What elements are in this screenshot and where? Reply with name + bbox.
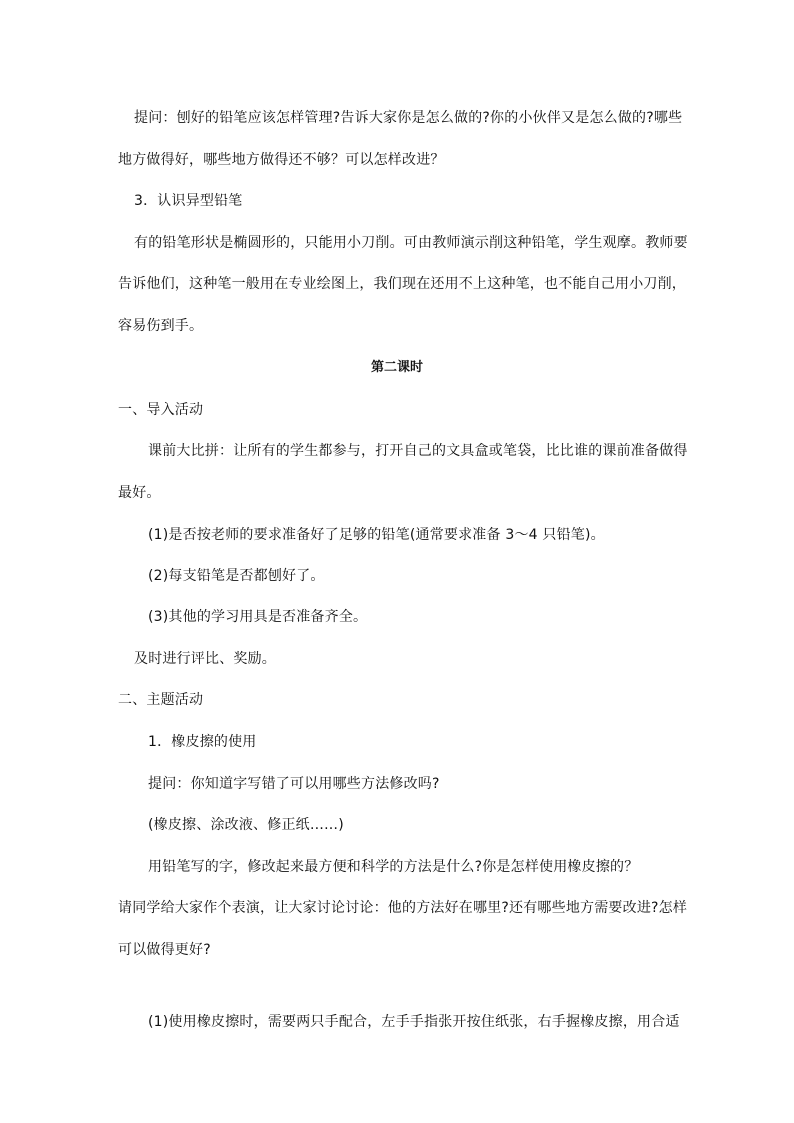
list-item: (1)是否按老师的要求准备好了足够的铅笔(通常要求准备 3～4 只铅笔)。	[148, 527, 605, 543]
paragraph-line: 提问：你知道字写错了可以用哪些方法修改吗?	[148, 776, 440, 792]
paragraph-line: 课前大比拼：让所有的学生都参与，打开自己的文具盒或笔袋，比比谁的课前准备做得	[148, 443, 688, 459]
paragraph-line: 用铅笔写的字，修改起来最方便和科学的方法是什么?你是怎样使用橡皮擦的？	[148, 859, 639, 875]
paragraph-line: 请同学给大家作个表演，让大家讨论讨论：他的方法好在哪里?还有哪些地方需要改进?怎样	[118, 900, 688, 916]
paragraph-line: 地方做得好，哪些地方做得还不够？可以怎样改进？	[118, 152, 445, 168]
paragraph-line: 告诉他们，这种笔一般用在专业绘图上，我们现在还用不上这种笔，也不能自己用小刀削，	[118, 276, 686, 292]
paragraph-line: 有的铅笔形状是椭圆形的，只能用小刀削。可由教师演示削这种铅笔，学生观摩。教师要	[134, 235, 688, 251]
section-heading: 第二课时	[370, 360, 423, 375]
paragraph-line: (1)使用橡皮擦时，需要两只手配合，左手手指张开按住纸张，右手握橡皮擦，用合适	[148, 1014, 680, 1030]
paragraph-line: 提问：刨好的铅笔应该怎样管理?告诉大家你是怎么做的?你的小伙伴又是怎么做的?哪些	[134, 110, 683, 126]
list-item: (3)其他的学习用具是否准备齐全。	[148, 609, 368, 625]
numbered-item: 3．认识异型铅笔	[134, 193, 243, 209]
section-title: 二、主题活动	[118, 692, 204, 708]
paragraph-line: (橡皮擦、涂改液、修正纸……)	[148, 817, 344, 833]
paragraph-line: 可以做得更好?	[118, 942, 211, 958]
paragraph-line: 最好。	[118, 485, 161, 501]
numbered-item: 1．橡皮擦的使用	[148, 734, 257, 750]
paragraph-line: 及时进行评比、奖励。	[134, 651, 276, 667]
list-item: (2)每支铅笔是否都刨好了。	[148, 568, 325, 584]
section-title: 一、导入活动	[118, 402, 204, 418]
paragraph-line: 容易伤到手。	[118, 318, 204, 334]
